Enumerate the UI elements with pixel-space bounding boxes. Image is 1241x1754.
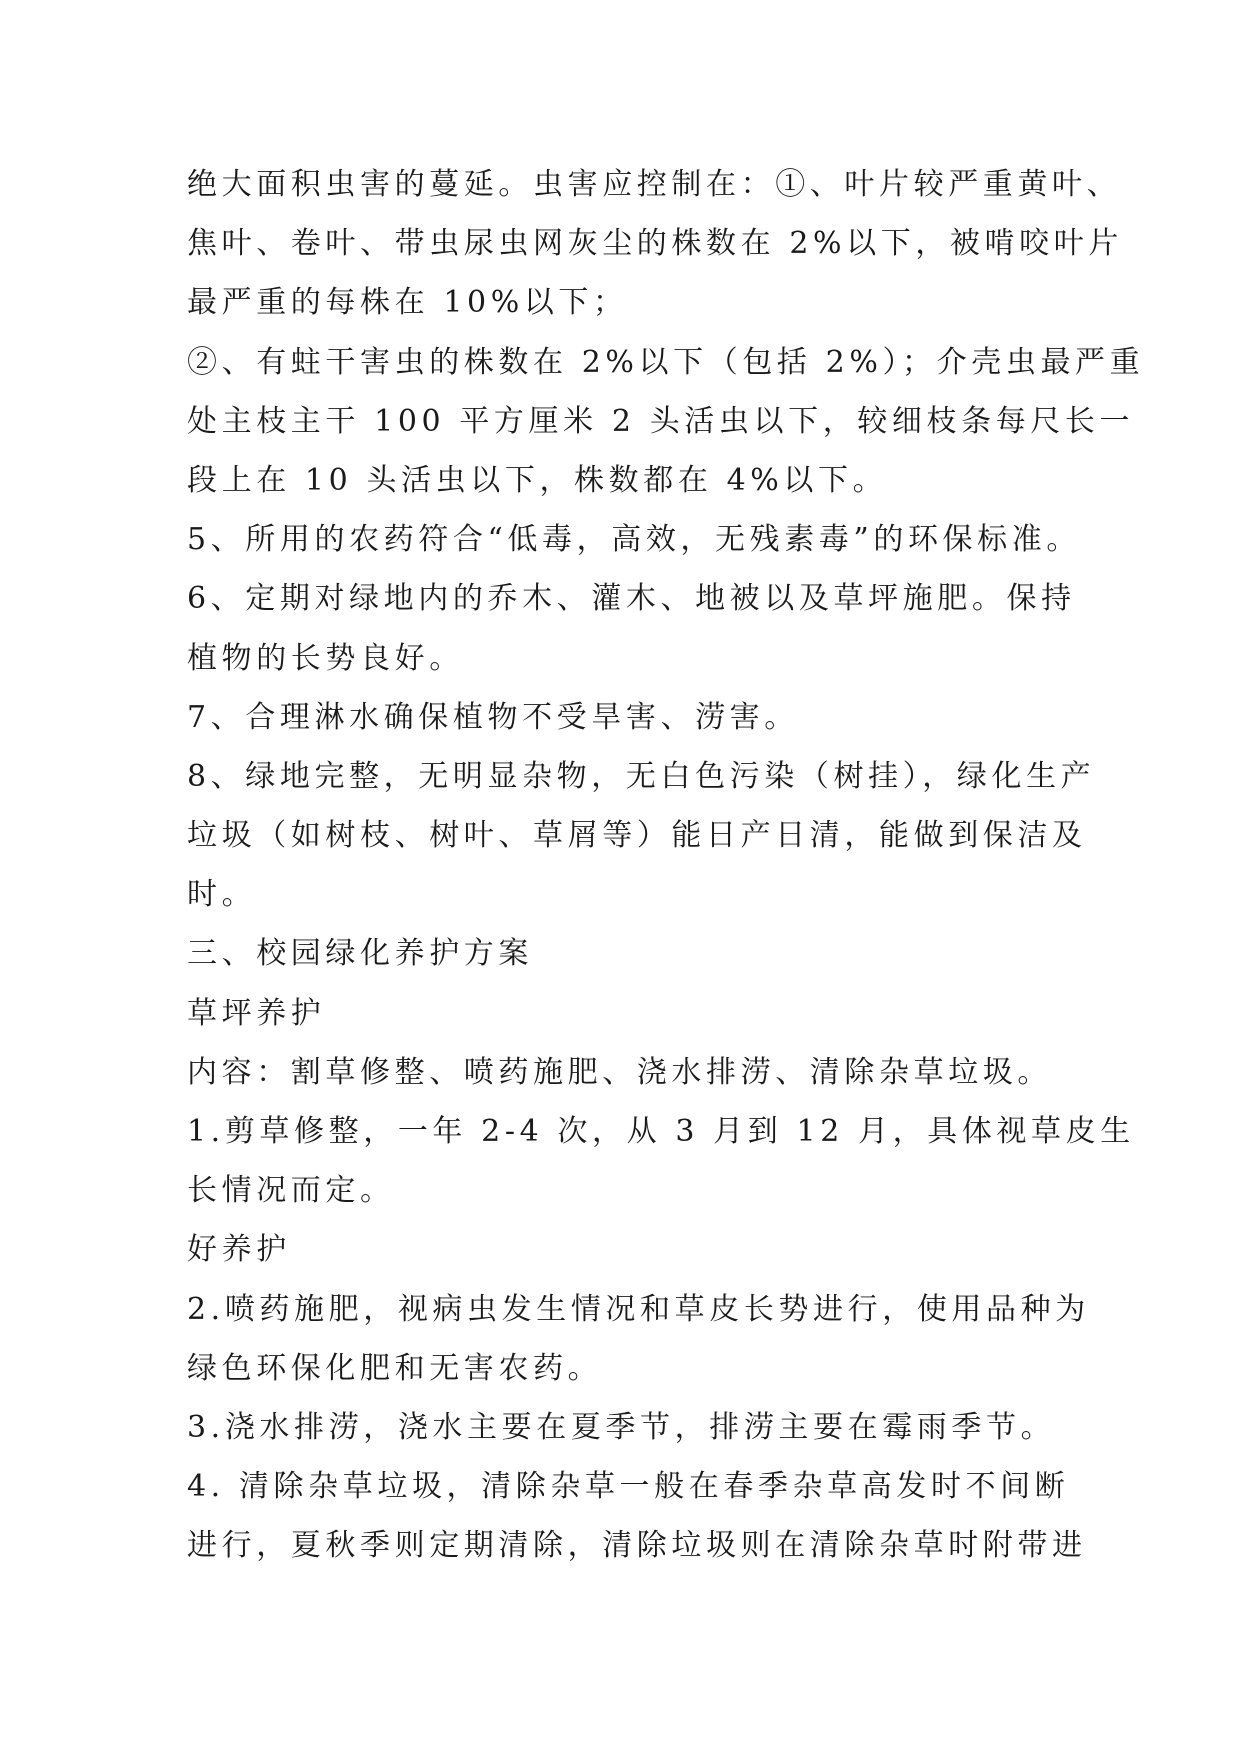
text-line: 6、定期对绿地内的乔木、灌木、地被以及草坪施肥。保持 <box>187 581 1076 617</box>
text-line: 1.剪草修整，一年 2-4 次，从 3 月到 12 月，具体视草皮生 <box>187 1114 1135 1149</box>
text-line: 8、绿地完整，无明显杂物，无白色污染（树挂），绿化生产 <box>187 758 1096 794</box>
text-line: 焦叶、卷叶、带虫尿虫网灰尘的株数在 2%以下，被啃咬叶片 <box>187 226 1123 262</box>
text-line: 5、所用的农药符合“低毒，高效，无残素毒”的环保标准。 <box>187 522 1081 558</box>
text-line: 段上在 10 头活虫以下，株数都在 4%以下。 <box>187 462 888 498</box>
text-line: 绝大面积虫害的蔓延。虫害应控制在：①、叶片较严重黄叶、 <box>187 167 1122 202</box>
text-line: 3.浇水排涝，浇水主要在夏季节，排涝主要在霉雨季节。 <box>187 1409 1056 1445</box>
text-line: 内容：割草修整、喷药施肥、浇水排涝、清除杂草垃圾。 <box>187 1054 1052 1090</box>
text-line: 进行，夏秋季则定期清除，清除垃圾则在清除杂草时附带进 <box>187 1528 1087 1564</box>
text-line: 绿色环保化肥和无害农药。 <box>187 1350 603 1386</box>
text-line: 好养护 <box>187 1232 291 1268</box>
text-line: 垃圾（如树枝、树叶、草屑等）能日产日清，能做到保洁及 <box>187 818 1087 854</box>
section-heading: 三、校园绿化养护方案 <box>187 936 533 972</box>
text-line: 最严重的每株在 10%以下； <box>187 285 628 321</box>
text-line: 处主枝主干 100 平方厘米 2 头活虫以下，较细枝条每尺长一 <box>187 403 1135 439</box>
document-body <box>187 155 1145 1576</box>
subsection-heading: 草坪养护 <box>187 995 326 1031</box>
text-line: 7、合理淋水确保植物不受旱害、涝害。 <box>187 699 799 735</box>
text-line: 2.喷药施肥，视病虫发生情况和草皮长势进行，使用品种为 <box>187 1291 1090 1327</box>
text-line: 时。 <box>187 877 257 913</box>
text-line: ②、有蛀干害虫的株数在 2%以下（包括 2%）；介壳虫最严重 <box>187 344 1145 380</box>
text-line: 4. 清除杂草垃圾，清除杂草一般在春季杂草高发时不间断 <box>187 1469 1070 1505</box>
text-line: 长情况而定。 <box>187 1173 395 1209</box>
text-line: 植物的长势良好。 <box>187 640 464 676</box>
